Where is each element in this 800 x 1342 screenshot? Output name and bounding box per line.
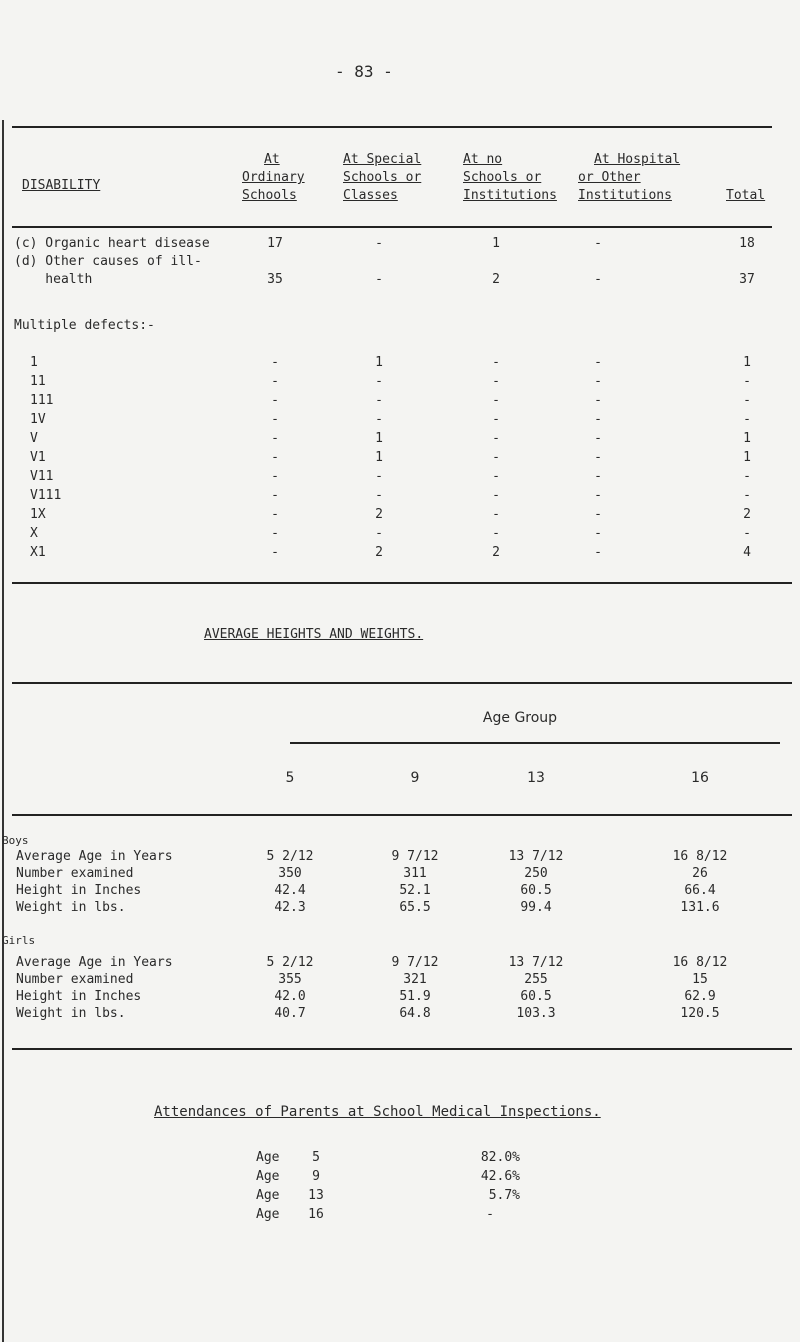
cell-age-5: 5 2/12	[266, 849, 314, 864]
cell-none: -	[492, 393, 500, 408]
cell-age-5: 42.0	[274, 989, 306, 1004]
cell-age-16: 120.5	[680, 1006, 720, 1021]
cell-special: -	[375, 272, 383, 287]
attendance-age: 5	[312, 1150, 320, 1165]
cell-special: -	[375, 526, 383, 541]
cell-age-16: 16 8/12	[672, 955, 728, 970]
cell-total: 1	[743, 431, 751, 446]
cell-total: 4	[743, 545, 751, 560]
row-label: V111	[30, 488, 62, 503]
cell-total: 1	[743, 355, 751, 370]
attendance-label: Age	[256, 1150, 280, 1165]
header-none-3: Institutions	[463, 188, 557, 203]
cell-special: 1	[375, 431, 383, 446]
row-label: (c) Organic heart disease	[14, 236, 210, 251]
attendance-age: 13	[308, 1188, 324, 1203]
header-special-2: Schools or	[343, 170, 422, 185]
header-hospital-3: Institutions	[578, 188, 672, 203]
cell-none: -	[492, 374, 500, 389]
cell-age-13: 255	[524, 972, 548, 987]
cell-age-9: 321	[403, 972, 427, 987]
multiple-defects-heading: Multiple defects:-	[14, 318, 155, 333]
cell-hospital: -	[594, 507, 602, 522]
row-label: V1	[30, 450, 46, 465]
cell-age-5: 40.7	[274, 1006, 306, 1021]
cell-total: 1	[743, 450, 751, 465]
cell-hospital: -	[594, 431, 602, 446]
row-label: Number examined	[16, 866, 134, 881]
attendance-value: 42.6%	[480, 1169, 520, 1184]
cell-hospital: -	[594, 450, 602, 465]
cell-age-9: 65.5	[399, 900, 431, 915]
cell-none: -	[492, 431, 500, 446]
row-label: X	[30, 526, 38, 541]
row-label: Number examined	[16, 972, 134, 987]
cell-age-5: 42.3	[274, 900, 306, 915]
cell-hospital: -	[594, 374, 602, 389]
table-bottom-rule	[12, 582, 792, 584]
section-label-boys: Boys	[2, 834, 29, 847]
cell-none: -	[492, 526, 500, 541]
attendances-title: Attendances of Parents at School Medical Inspections.	[154, 1104, 601, 1120]
row-label: X1	[30, 545, 46, 560]
cell-hospital: -	[594, 488, 602, 503]
row-label: V	[30, 431, 38, 446]
row-label: 11	[30, 374, 46, 389]
cell-hospital: -	[594, 526, 602, 541]
attendance-label: Age	[256, 1207, 280, 1222]
cell-special: -	[375, 374, 383, 389]
cell-none: 1	[492, 236, 500, 251]
cell-special: 1	[375, 450, 383, 465]
hw-top-rule	[12, 682, 792, 684]
header-none-1: At no	[463, 152, 503, 167]
cell-age-16: 66.4	[684, 883, 716, 898]
header-disability: DISABILITY	[22, 178, 101, 193]
age-group-header: Age Group	[482, 710, 558, 726]
top-rule	[12, 126, 772, 128]
cell-ordinary: -	[271, 488, 279, 503]
age-col-5: 5	[285, 770, 295, 786]
age-col-16: 16	[691, 770, 709, 786]
attendance-age: 9	[312, 1169, 320, 1184]
section-label-girls: Girls	[2, 934, 36, 947]
cell-ordinary: -	[271, 393, 279, 408]
cell-age-13: 103.3	[516, 1006, 556, 1021]
cell-ordinary: -	[271, 450, 279, 465]
cell-total: -	[743, 526, 751, 541]
age-col-13: 13	[527, 770, 545, 786]
header-ordinary-3: Schools	[242, 188, 297, 203]
cell-none: -	[492, 469, 500, 484]
cell-total: 37	[739, 272, 755, 287]
header-rule	[12, 226, 772, 228]
cell-age-13: 60.5	[520, 989, 552, 1004]
attendance-value: 5.7%	[488, 1188, 520, 1203]
cell-special: -	[375, 393, 383, 408]
cell-hospital: -	[594, 355, 602, 370]
cell-total: -	[743, 412, 751, 427]
cell-special: 2	[375, 507, 383, 522]
cell-hospital: -	[594, 545, 602, 560]
cell-age-13: 60.5	[520, 883, 552, 898]
cell-age-16: 62.9	[684, 989, 716, 1004]
cell-age-9: 311	[403, 866, 427, 881]
hw-header-rule	[12, 814, 792, 816]
cell-ordinary: -	[271, 507, 279, 522]
row-label: 1V	[30, 412, 46, 427]
attendance-label: Age	[256, 1188, 280, 1203]
cell-age-9: 9 7/12	[391, 849, 439, 864]
cell-age-16: 131.6	[680, 900, 720, 915]
cell-ordinary: -	[271, 374, 279, 389]
cell-age-16: 16 8/12	[672, 849, 728, 864]
cell-age-13: 13 7/12	[508, 955, 564, 970]
cell-ordinary: 35	[267, 272, 283, 287]
cell-age-16: 15	[692, 972, 708, 987]
cell-total: 18	[739, 236, 755, 251]
cell-hospital: -	[594, 272, 602, 287]
cell-age-13: 250	[524, 866, 548, 881]
header-ordinary-1: At	[264, 152, 280, 167]
row-label: health	[14, 272, 93, 287]
header-total: Total	[726, 188, 766, 203]
cell-hospital: -	[594, 393, 602, 408]
cell-none: 2	[492, 545, 500, 560]
cell-ordinary: 17	[267, 236, 283, 251]
cell-ordinary: -	[271, 545, 279, 560]
cell-none: -	[492, 488, 500, 503]
cell-none: 2	[492, 272, 500, 287]
cell-ordinary: -	[271, 469, 279, 484]
cell-special: 1	[375, 355, 383, 370]
cell-special: -	[375, 469, 383, 484]
heights-weights-title: AVERAGE HEIGHTS AND WEIGHTS.	[204, 627, 424, 642]
cell-hospital: -	[594, 469, 602, 484]
cell-age-5: 355	[278, 972, 302, 987]
row-label: Height in Inches	[16, 883, 142, 898]
row-label: V11	[30, 469, 54, 484]
row-label: Weight in lbs.	[16, 900, 126, 915]
cell-special: 2	[375, 545, 383, 560]
cell-total: -	[743, 469, 751, 484]
cell-special: -	[375, 236, 383, 251]
row-label: Average Age in Years	[16, 955, 173, 970]
row-label: Height in Inches	[16, 989, 142, 1004]
cell-none: -	[492, 450, 500, 465]
hw-bottom-rule	[12, 1048, 792, 1050]
row-label: 1X	[30, 507, 46, 522]
attendance-label: Age	[256, 1169, 280, 1184]
cell-ordinary: -	[271, 412, 279, 427]
age-group-rule	[290, 742, 780, 744]
row-label: Average Age in Years	[16, 849, 173, 864]
row-label: 1	[30, 355, 38, 370]
attendance-age: 16	[308, 1207, 324, 1222]
cell-hospital: -	[594, 412, 602, 427]
cell-age-9: 51.9	[399, 989, 431, 1004]
row-label: (d) Other causes of ill-	[14, 254, 202, 269]
binding-edge	[2, 120, 4, 1342]
cell-age-5: 350	[278, 866, 302, 881]
cell-hospital: -	[594, 236, 602, 251]
attendance-value: -	[486, 1207, 494, 1222]
header-ordinary-2: Ordinary	[242, 170, 305, 185]
cell-age-9: 9 7/12	[391, 955, 439, 970]
cell-age-13: 13 7/12	[508, 849, 564, 864]
age-col-9: 9	[410, 770, 420, 786]
cell-none: -	[492, 507, 500, 522]
cell-age-9: 52.1	[399, 883, 431, 898]
cell-ordinary: -	[271, 431, 279, 446]
cell-none: -	[492, 412, 500, 427]
cell-age-5: 42.4	[274, 883, 306, 898]
cell-ordinary: -	[271, 526, 279, 541]
cell-total: -	[743, 393, 751, 408]
cell-none: -	[492, 355, 500, 370]
header-none-2: Schools or	[463, 170, 542, 185]
cell-ordinary: -	[271, 355, 279, 370]
attendance-value: 82.0%	[480, 1150, 520, 1165]
cell-special: -	[375, 412, 383, 427]
cell-total: 2	[743, 507, 751, 522]
header-special-3: Classes	[343, 188, 398, 203]
cell-total: -	[743, 488, 751, 503]
cell-age-5: 5 2/12	[266, 955, 314, 970]
row-label: Weight in lbs.	[16, 1006, 126, 1021]
cell-age-16: 26	[692, 866, 708, 881]
header-hospital-2: or Other	[578, 170, 641, 185]
header-hospital-1: At Hospital	[594, 152, 681, 167]
row-label: 111	[30, 393, 54, 408]
page-number: - 83 -	[335, 62, 393, 81]
header-special-1: At Special	[343, 152, 422, 167]
cell-age-13: 99.4	[520, 900, 552, 915]
cell-total: -	[743, 374, 751, 389]
cell-age-9: 64.8	[399, 1006, 431, 1021]
cell-special: -	[375, 488, 383, 503]
